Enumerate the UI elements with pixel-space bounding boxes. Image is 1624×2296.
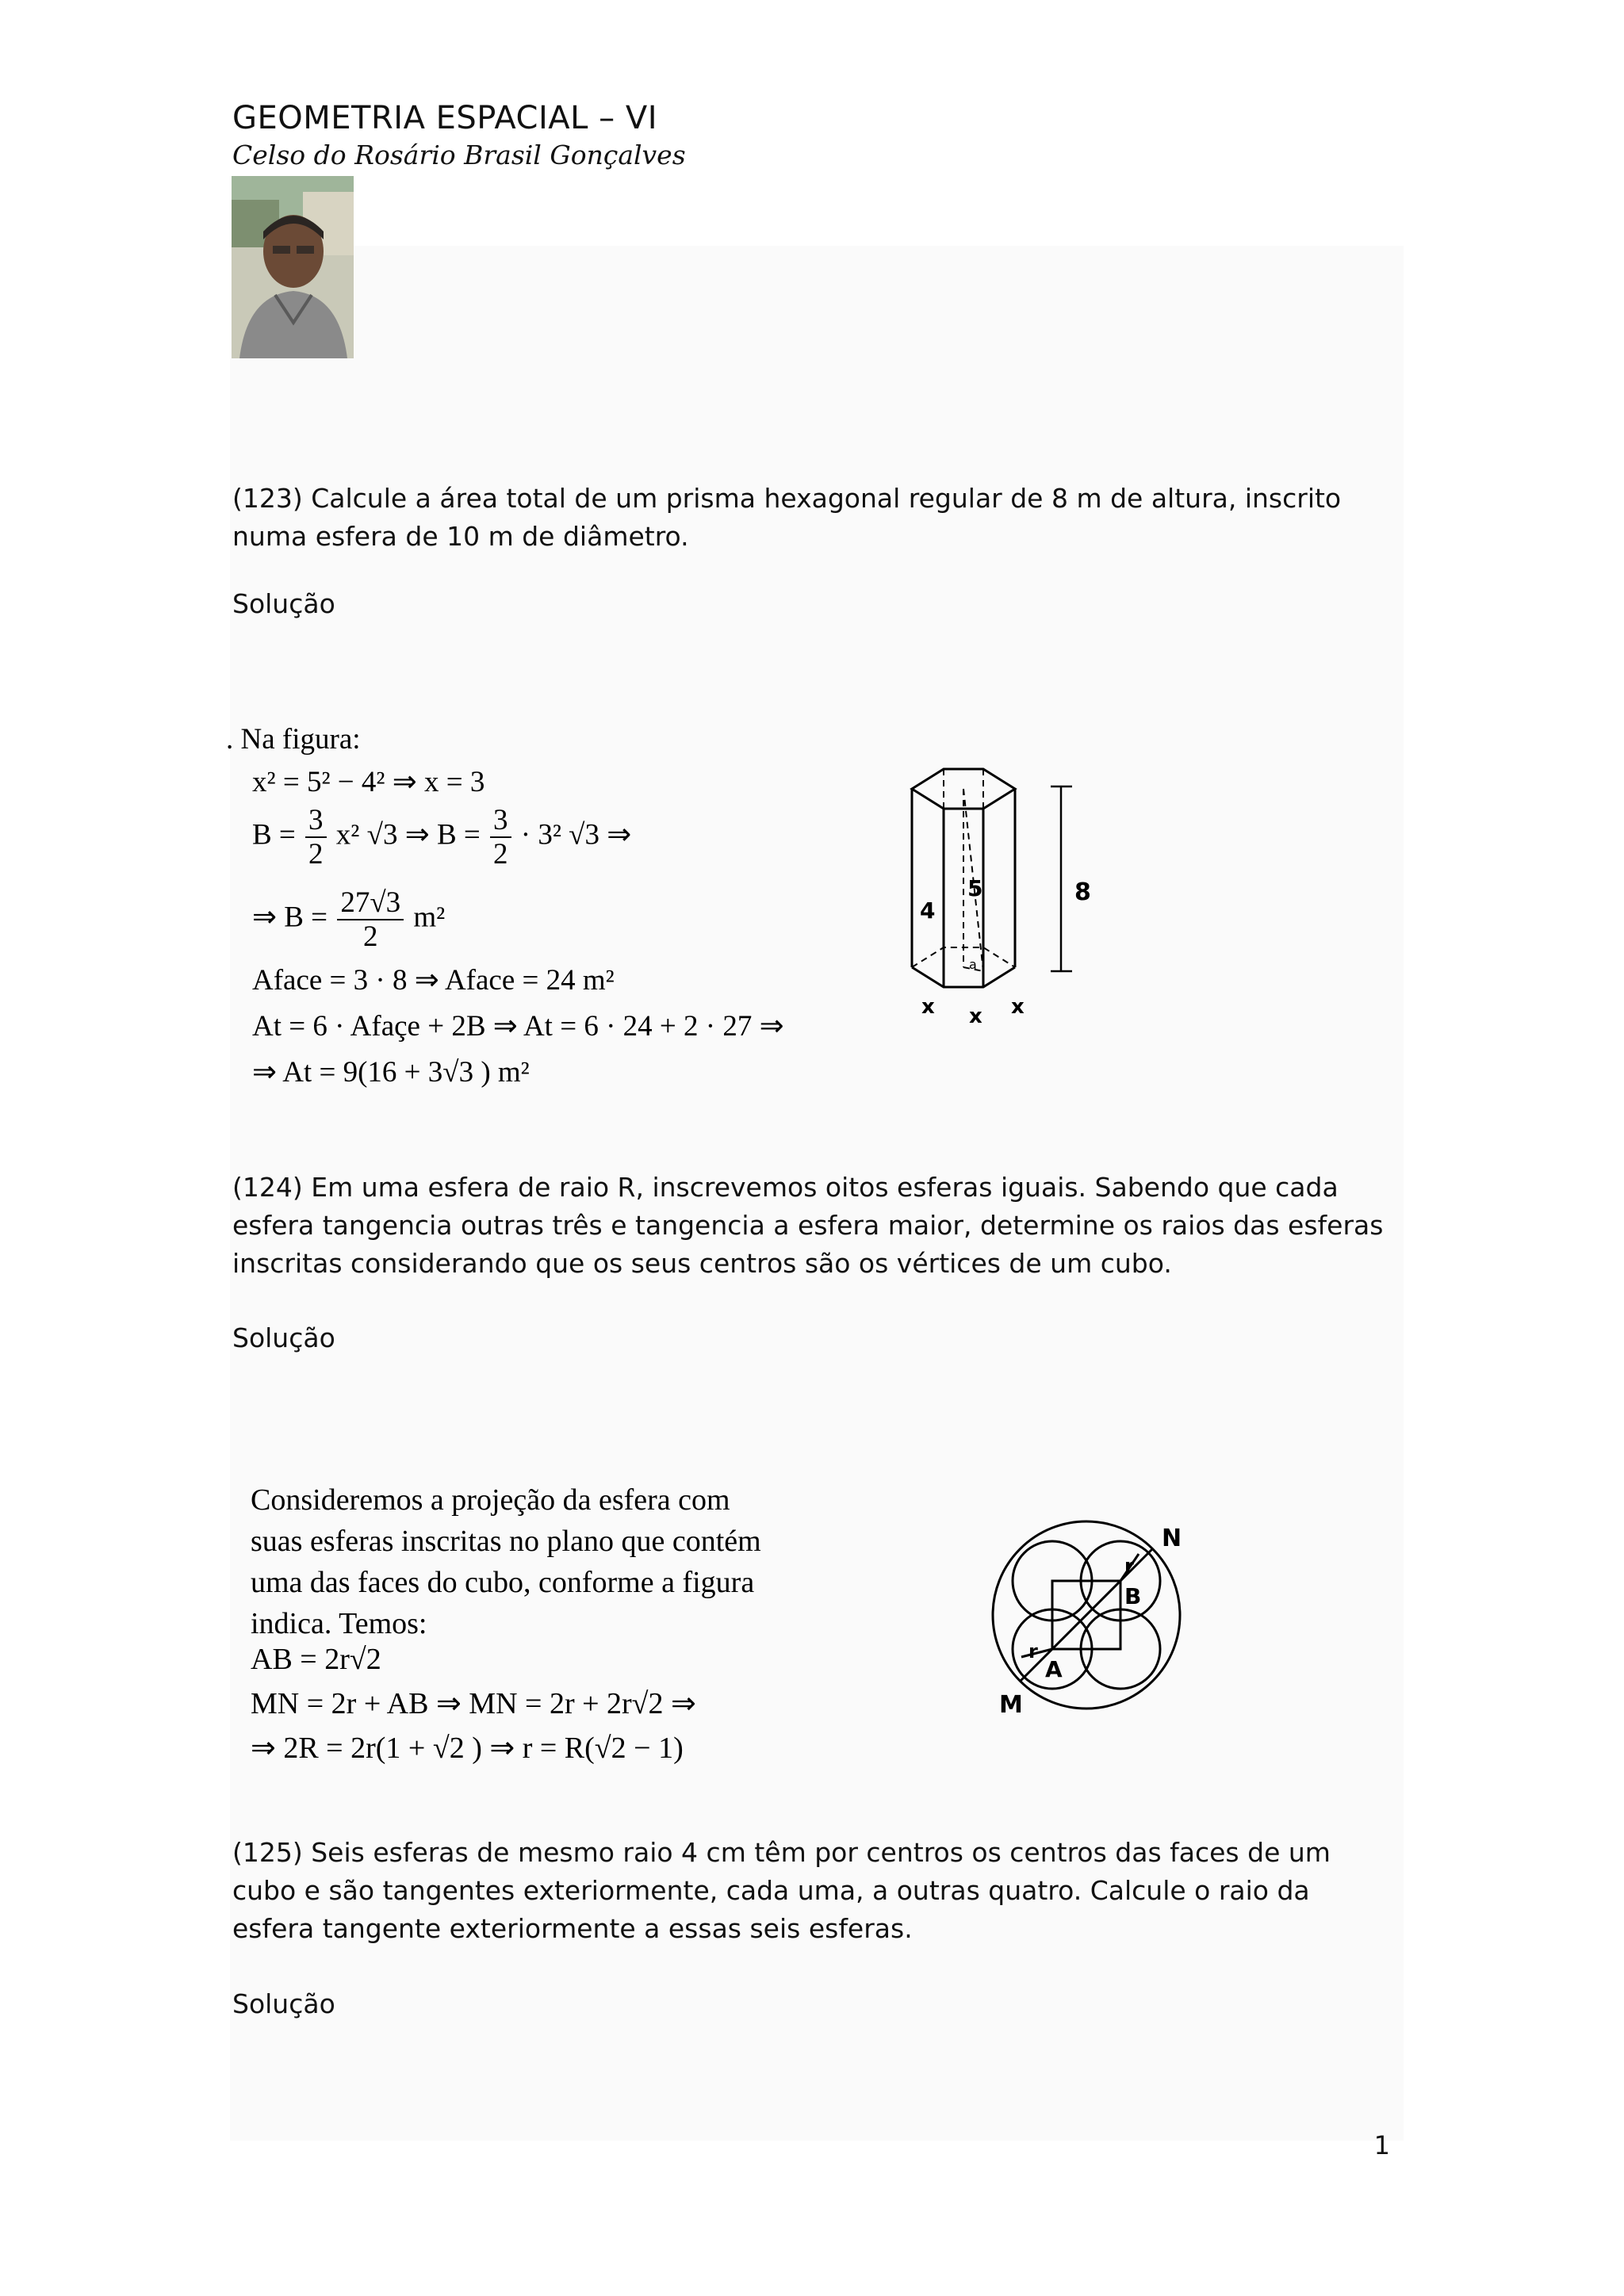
- problem-125-statement: (125) Seis esferas de mesmo raio 4 cm têm por centros os centros das faces de um cubo e são tangentes exteriormente, cada uma, a outras quatro. Calcule o raio da esfera tangente exteriormente a essas seis esferas.: [232, 1837, 1331, 1944]
- label-A: A: [1045, 1656, 1063, 1682]
- label-a: a: [969, 957, 977, 972]
- solution-label-124: Solução: [232, 1322, 335, 1353]
- fraction-three-halves: $\frac{3}{2}$: [305, 806, 327, 869]
- solution-label-125: Solução: [232, 1988, 335, 2019]
- label-4: 4: [920, 897, 936, 924]
- label-x-2: x: [969, 1004, 982, 1028]
- line2-part-a: B =: [252, 818, 296, 851]
- label-M: M: [999, 1691, 1023, 1719]
- fraction-27-root3-over-2: $\frac{27√3}{2}$: [337, 888, 404, 951]
- author-photo: [232, 176, 354, 358]
- line3-part-a: ⇒ B =: [252, 901, 328, 934]
- problem-124-statement: (124) Em uma esfera de raio R, inscrevemos oitos esferas iguais. Sabendo que cada esfera tangencia outras três e tangencia a esfera maior, determine os raios das esferas inscritas considerando que os seus centros são os vértices de um cubo.: [232, 1172, 1384, 1279]
- solution-124-text2: suas esferas inscritas no plano que contém: [251, 1525, 761, 1558]
- solution-124-text1: Consideremos a projeção da esfera com: [251, 1483, 730, 1517]
- solution-124-eq3: ⇒ 2R = 2r(1 + √2 ) ⇒ r = R(√2 − 1): [251, 1732, 684, 1765]
- fraction-three-halves-2: $\frac{3}{2}$: [490, 806, 511, 869]
- sphere-projection-figure: [983, 1510, 1205, 1724]
- page-number: 1: [1373, 2130, 1390, 2160]
- label-5: 5: [967, 875, 983, 901]
- solution-124-text4: indica. Temos:: [251, 1607, 427, 1640]
- label-B: B: [1124, 1583, 1142, 1609]
- solution-123-line6: ⇒ At = 9(16 + 3√3 ) m²: [252, 1056, 530, 1089]
- label-N: N: [1162, 1525, 1182, 1552]
- label-x-3: x: [1011, 995, 1025, 1019]
- line2-part-c: · 3² √3 ⇒: [520, 818, 632, 851]
- label-x-1: x: [921, 995, 935, 1019]
- solution-label-123: Solução: [232, 588, 335, 619]
- solution-123-line3: [252, 888, 445, 951]
- hexagonal-prism-figure: [896, 761, 1102, 1031]
- solution-124-eq1: AB = 2r√2: [251, 1643, 381, 1676]
- solution-123-intro: . Na figura:: [226, 723, 361, 756]
- author-name: Celso do Rosário Brasil Gonçalves: [232, 140, 686, 170]
- label-r-bottom: r: [1028, 1640, 1038, 1663]
- document-title: GEOMETRIA ESPACIAL – VI: [232, 100, 657, 136]
- solution-123-line1: x² = 5² − 4² ⇒ x = 3: [252, 766, 485, 798]
- problem-123-statement: (123) Calcule a área total de um prisma hexagonal regular de 8 m de altura, inscrito numa esfera de 10 m de diâmetro.: [232, 483, 1342, 552]
- solution-123-line5: At = 6 · Afaçe + 2B ⇒ At = 6 · 24 + 2 · 27 ⇒: [252, 1010, 784, 1043]
- solution-123-line4: Aface = 3 · 8 ⇒ Aface = 24 m²: [252, 964, 615, 997]
- label-r-top: r: [1124, 1555, 1134, 1577]
- solution-123-line2: [252, 806, 631, 869]
- line2-part-b: x² √3 ⇒ B =: [335, 818, 481, 851]
- solution-124-eq2: MN = 2r + AB ⇒ MN = 2r + 2r√2 ⇒: [251, 1687, 696, 1720]
- line3-part-b: m²: [413, 901, 446, 934]
- solution-124-text3: uma das faces do cubo, conforme a figura: [251, 1566, 755, 1599]
- label-8: 8: [1074, 878, 1091, 906]
